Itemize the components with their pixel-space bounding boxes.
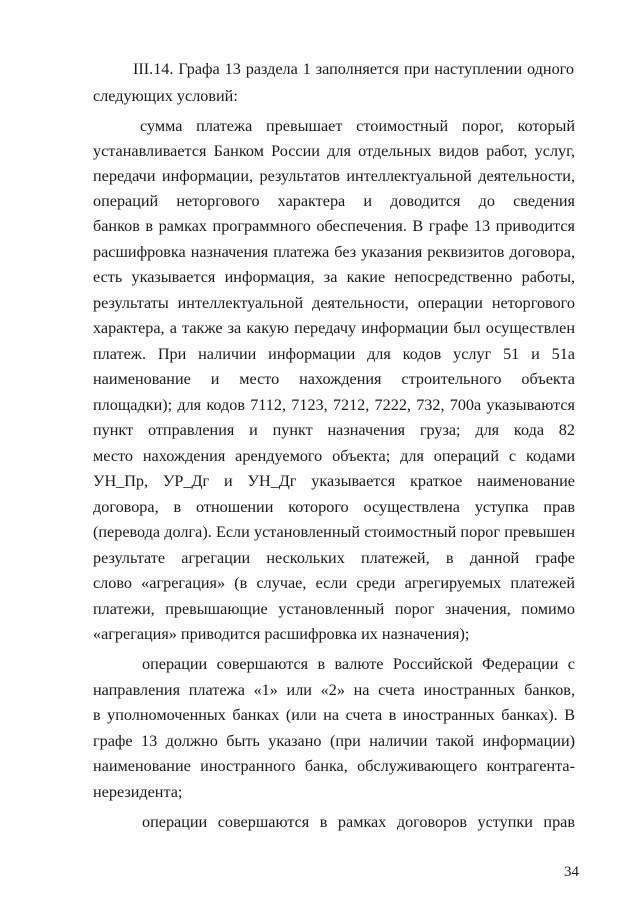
line-text: наименование иностранного банка, обслуживающего контрагента-	[93, 757, 575, 775]
line-text: платеж. При наличии информации для кодов услуг 51 и 51а	[93, 345, 575, 363]
line-text: III.14. Графа 13 раздела 1 заполняется при наступлении одного	[133, 60, 574, 78]
text-line	[0, 571, 640, 595]
text-line	[0, 367, 640, 391]
line-text: результате агрегации нескольких платежей, в данной графе	[93, 549, 575, 567]
line-text: банков в рамках программного обеспечения. В графе 13 приводится	[93, 217, 575, 235]
line-text: платежи, превышающие установленный порог значения, помимо	[93, 600, 575, 618]
line-text: операции совершаются в рамках договоров уступки прав	[142, 813, 575, 831]
line-text: сумма платежа превышает стоимостный порог, который	[140, 117, 575, 135]
line-text: есть указывается информация, за какие непосредственно работы,	[93, 268, 575, 286]
line-text: договора, в отношении которого осуществлена уступка прав	[93, 498, 575, 516]
line-text: слово «агрегация» (в случае, если среди агрегируемых платежей	[93, 574, 575, 592]
text-line	[0, 520, 640, 544]
text-line	[0, 393, 640, 417]
line-text: операций неторгового характера и доводится до сведения	[93, 192, 575, 210]
text-line	[0, 754, 640, 778]
line-text: место нахождения арендуемого объекта; для операций с кодами	[93, 447, 575, 465]
text-line	[0, 546, 640, 570]
line-text: направления платежа «1» или «2» на счета иностранных банков,	[93, 681, 575, 699]
line-text: в уполномоченных банках (или на счета в иностранных банках). В	[93, 706, 575, 724]
line-text: (перевода долга). Если установленный стоимостный порог превышен	[93, 523, 575, 541]
text-line	[0, 265, 640, 289]
line-text: операции совершаются в валюте Российской Федерации с	[142, 655, 575, 673]
line-text: пункт отправления и пункт назначения груза; для кода 82	[93, 421, 575, 439]
line-text: графе 13 должно быть указано (при наличии такой информации)	[93, 732, 575, 750]
text-line	[0, 114, 640, 138]
text-line	[0, 703, 640, 727]
text-line	[0, 240, 640, 264]
line-text: характера, а также за какую передачу информации был осуществлен	[93, 319, 575, 337]
text-line	[0, 444, 640, 468]
text-line	[0, 469, 640, 493]
text-line	[0, 164, 640, 188]
text-line	[0, 495, 640, 519]
text-line	[0, 57, 640, 81]
text-line	[0, 622, 640, 646]
line-text: наименование и место нахождения строительного объекта	[93, 370, 575, 388]
text-line	[0, 342, 640, 366]
line-text: устанавливается Банком России для отдельных видов работ, услуг,	[93, 142, 575, 160]
text-line	[0, 678, 640, 702]
text-line	[0, 729, 640, 753]
text-line	[0, 316, 640, 340]
line-text: расшифровка назначения платежа без указания реквизитов договора,	[93, 243, 575, 261]
text-line	[0, 84, 640, 108]
text-line	[0, 597, 640, 621]
text-line	[0, 418, 640, 442]
text-line	[0, 214, 640, 238]
line-text: площадки); для кодов 7112, 7123, 7212, 7222, 732, 700а указываются	[93, 396, 575, 414]
line-text: передачи информации, результатов интеллектуальной деятельности,	[93, 167, 575, 185]
page-number: 34	[564, 864, 579, 880]
text-line	[0, 139, 640, 163]
line-text: следующих условий:	[93, 87, 238, 105]
text-line	[0, 189, 640, 213]
text-line	[0, 780, 640, 804]
text-line	[0, 810, 640, 834]
line-text: нерезидента;	[93, 783, 183, 801]
text-line	[0, 652, 640, 676]
line-text: результаты интеллектуальной деятельности, операции неторгового	[93, 294, 575, 312]
text-line	[0, 291, 640, 315]
line-text: УН_Пр, УР_Дг и УН_Дг указывается краткое наименование	[93, 472, 575, 490]
line-text: «агрегация» приводится расшифровка их назначения);	[93, 625, 470, 643]
